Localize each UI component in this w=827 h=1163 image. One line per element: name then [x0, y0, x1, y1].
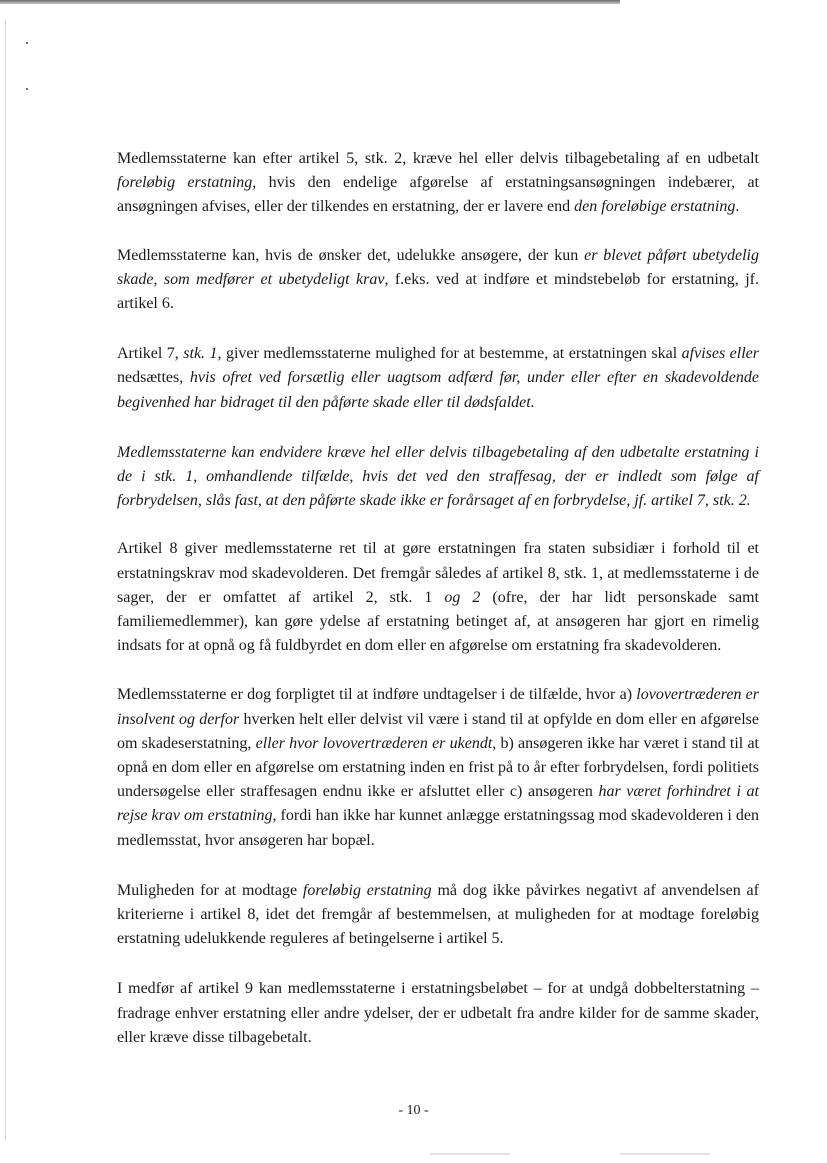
scan-speck	[26, 88, 28, 90]
scan-edge-top	[0, 0, 620, 4]
paragraph: Medlemsstaterne kan efter artikel 5, stk. 2, kræve hel eller delvis tilbagebetaling af en udbetalt foreløbig erstatning, hvis den endelige afgørelse af erstatningsansøgningen indebærer, at ansøgningen afvises, eller der tilkendes en erstatning, der er lavere end den foreløbige erstatning.	[117, 150, 760, 216]
paragraph: Artikel 8 giver medlemsstaterne ret til at gøre erstatningen fra staten subsidiær i forhold til et erstatningskrav mod skadevolderen. Det fremgår således af artikel 8, stk. 1, at medlemsstaterne i de sager, der er omfattet af artikel 2, stk. 1 og 2 (ofre, der har lidt personskade samt familiemedlemmer), kan gøre ydelse af erstatning betinget af, at ansøgeren har gjort en rimelig indsats for at opnå og få fuldbyrdet en dom eller en afgørelse om erstatning fra skadevolderen.	[117, 540, 759, 655]
paragraph: Medlemsstaterne kan endvidere kræve hel eller delvis tilbagebetaling af den udbetalte erstatning i de i stk. 1, omhandlende tilfælde, hvis det ved den straffesag, der er indledt som følge af forbrydelsen, slås fast, at den påførte skade ikke er forårsaget af en forbrydelse, jf. artikel 7, stk. 2.	[117, 443, 759, 510]
document-body	[117, 147, 759, 1074]
paragraph: Medlemsstaterne er dog forpligtet til at indføre undtagelser i de tilfælde, hvor a) lovovertræderen er insolvent og derfor hverken helt eller delvist vil være i stand til at opfylde en dom eller en afgørelse om skadeserstatning, eller hvor lovovertræderen er ukendt, b) ansøgeren ikke har været i stand til at opnå en dom eller en afgørelse om erstatning inden en frist på to år efter forbrydelsen, fordi politiets undersøgelse eller straffesagen endnu ikke er afsluttet eller c) ansøgeren har været forhindret i at rejse krav om erstatning, fordi han ikke har kunnet anlægge erstatningssag mod skadevolderen i den medlemsstat, hvor ansøgeren har bopæl.	[117, 686, 760, 849]
scan-noise	[620, 1153, 710, 1155]
paragraph: Medlemsstaterne kan, hvis de ønsker det, udelukke ansøgere, der kun er blevet påført ubetydelig skade, som medfører et ubetydeligt krav, f.eks. ved at indføre et mindstebeløb for erstatning, jf. artikel 6.	[117, 246, 760, 313]
paragraph: Artikel 7, stk. 1, giver medlemsstaterne mulighed for at bestemme, at erstatningen skal afvises eller nedsættes, hvis ofret ved forsætlig eller uagtsom adfærd før, under eller efter en skadevoldende begivenhed har bidraget til den påførte skade eller til dødsfaldet.	[117, 345, 760, 411]
scan-edge-left	[5, 20, 6, 1140]
scan-noise	[430, 1153, 510, 1155]
paragraph: I medfør af artikel 9 kan medlemsstaterne i erstatningsbeløbet – for at undgå dobbelterstatning – fradrage enhver erstatning eller andre ydelser, der er udbetalt fra andre kilder for de samme skader, eller kræve disse tilbagebetalt.	[117, 980, 759, 1046]
page-number: - 10 -	[398, 1103, 429, 1118]
scan-speck	[26, 42, 28, 44]
paragraph: Muligheden for at modtage foreløbig erstatning må dog ikke påvirkes negativt af anvendelsen af kriterierne i artikel 8, idet det fremgår af bestemmelsen, at muligheden for at modtage foreløbig erstatning udelukkende reguleres af betingelserne i artikel 5.	[117, 881, 759, 948]
